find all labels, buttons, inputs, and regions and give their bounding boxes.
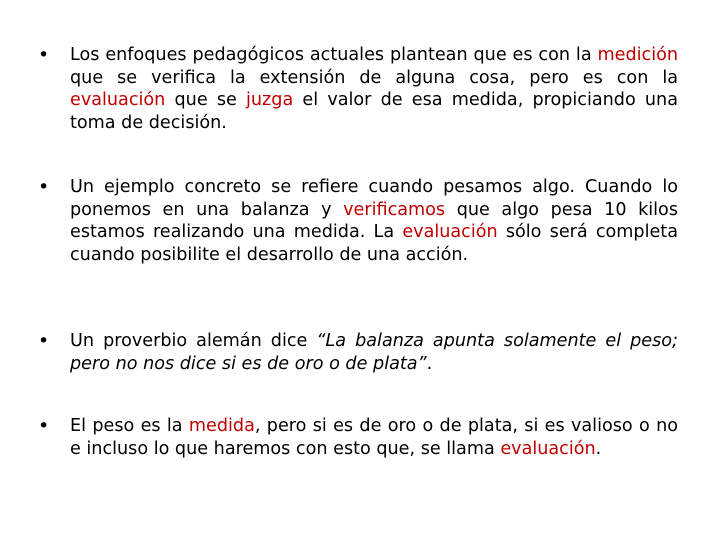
text-segment: , pero si es de oro o de plata, si es valioso o no e incluso lo que haremos con esto que, se llama <box>70 416 678 459</box>
highlighted-term: verificamos <box>343 199 446 220</box>
text-segment: Un ejemplo concreto se refiere cuando pesamos algo. Cuando lo ponemos en una balanza y <box>70 177 678 220</box>
bullet-icon: • <box>38 330 50 352</box>
bullet-text-2 <box>70 176 678 266</box>
bullet-text-3 <box>70 330 678 375</box>
bullet-icon: • <box>38 176 50 198</box>
proverb-quote: “La balanza apunta solamente el peso; pero no nos dice si es de oro o de plata” <box>70 331 678 374</box>
highlighted-term: evaluación <box>402 222 498 242</box>
text-segment: Los enfoques pedagógicos actuales plantean que es con la <box>70 45 598 65</box>
bullet-text-1 <box>70 44 678 134</box>
bullet-item-3 <box>38 330 678 375</box>
bullet-item-4 <box>38 415 678 460</box>
highlighted-term: medida <box>188 416 255 436</box>
highlighted-term: evaluación <box>70 90 166 110</box>
text-segment: que algo pesa 10 kilos estamos realizando una medida. La <box>70 199 678 242</box>
highlighted-term: juzga <box>246 90 294 110</box>
text-segment: que se <box>165 90 247 110</box>
bullet-item-2 <box>38 176 678 266</box>
text-segment: sólo será completa cuando posibilite el desarrollo de una acción. <box>70 222 678 265</box>
text-segment: Un proverbio alemán dice <box>70 331 317 351</box>
highlighted-term: medición <box>597 45 678 65</box>
text-segment: . <box>595 438 602 459</box>
bullet-icon: • <box>38 415 50 437</box>
highlighted-term: evaluación <box>500 438 596 459</box>
text-segment: El peso es la <box>70 416 189 436</box>
bullet-item-1 <box>38 44 678 134</box>
text-segment: el valor de esa medida, propiciando una toma de decisión. <box>70 90 678 133</box>
text-segment: . <box>426 353 433 374</box>
bullet-icon: • <box>38 44 50 66</box>
text-segment: que se verifica la extensión de alguna cosa, pero es con la <box>70 67 678 88</box>
bullet-text-4 <box>70 415 678 460</box>
